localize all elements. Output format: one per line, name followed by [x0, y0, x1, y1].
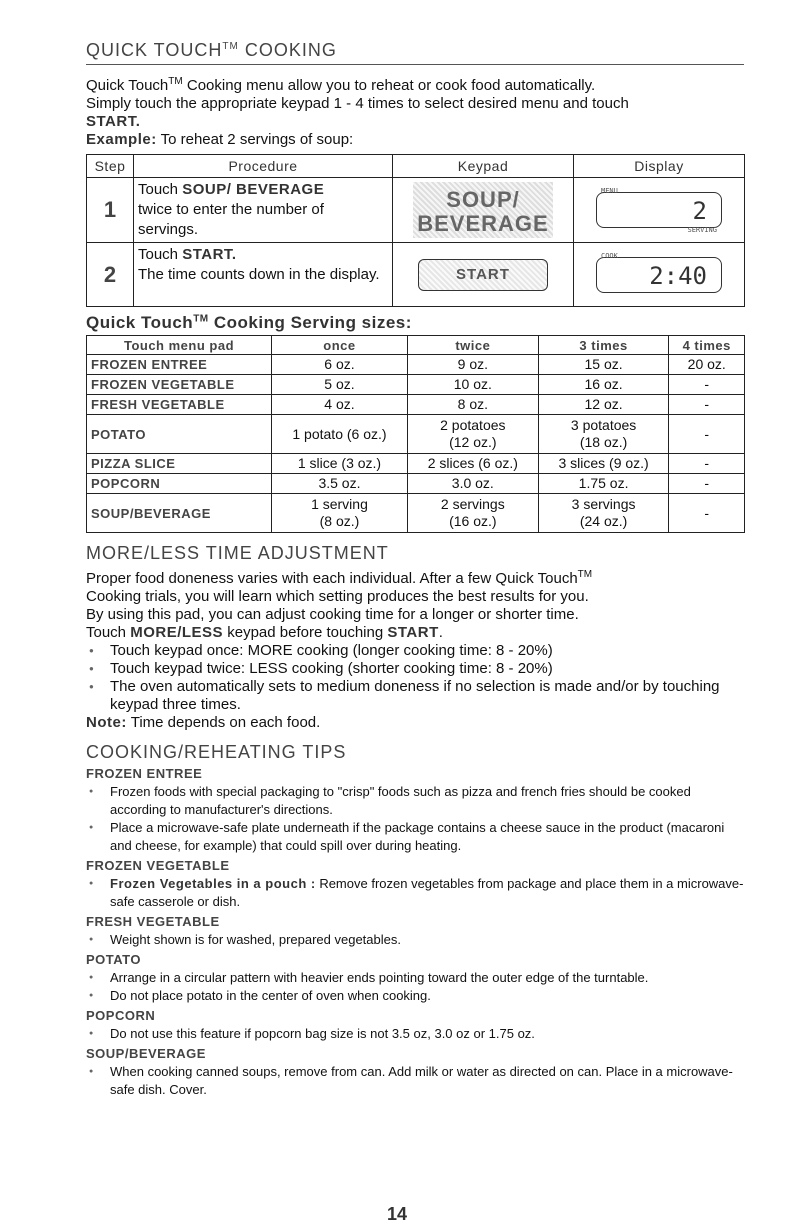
table-cell: POPCORN	[87, 474, 272, 494]
list-item: ● The oven automatically sets to medium doneness if no selection is made and/or by touching keypad three times.	[86, 678, 744, 714]
list-item: ● Frozen Vegetables in a pouch : Remove frozen vegetables from package and place them in a microwave-safe casserole or dish.	[86, 875, 744, 911]
table-cell: SOUP/BEVERAGE	[87, 494, 272, 533]
table-cell: FROZEN VEGETABLE	[87, 375, 272, 395]
steps-header-row	[87, 155, 745, 178]
manual-page	[86, 40, 744, 1099]
table-cell: 1 slice (3 oz.)	[272, 454, 408, 474]
table-cell: -	[669, 415, 745, 454]
more-less-p4: Touch MORE/LESS keypad before touching START.	[86, 624, 443, 641]
page-title: QUICK TOUCH™ COOKING	[86, 40, 744, 65]
more-less-p1: Proper food doneness varies with each individual. After a few Quick Touch™	[86, 569, 593, 587]
table-cell: 3 slices (9 oz.)	[538, 454, 669, 474]
table-cell: -	[669, 395, 745, 415]
step-number: 2	[87, 243, 134, 307]
step-procedure: Touch SOUP/ BEVERAGE twice to enter the number of servings.	[134, 178, 393, 243]
step-row-1	[87, 178, 745, 243]
fresh-vegetable-bullets	[86, 931, 744, 949]
table-cell: 8 oz.	[407, 395, 538, 415]
intro-line-3: START.	[86, 113, 141, 130]
serving-sizes-title: Quick Touch™ Cooking Serving sizes:	[86, 313, 412, 332]
table-cell: 5 oz.	[272, 375, 408, 395]
sizes-header-row	[87, 336, 745, 355]
tips-heading-fresh-vegetable: FRESH VEGETABLE	[86, 914, 220, 929]
tips-heading-frozen-vegetable: FROZEN VEGETABLE	[86, 858, 230, 873]
more-less-bullets	[86, 642, 744, 714]
table-cell: 9 oz.	[407, 355, 538, 375]
intro-line-1: Quick Touch™ Cooking menu allow you to reheat or cook food automatically.	[86, 76, 596, 94]
steps-header-procedure: Procedure	[134, 155, 393, 178]
sizes-header: Touch menu pad	[87, 336, 272, 355]
table-cell: 6 oz.	[272, 355, 408, 375]
table-cell: 2 slices (6 oz.)	[407, 454, 538, 474]
table-cell: 10 oz.	[407, 375, 538, 395]
step-keypad	[393, 243, 574, 307]
tips-heading-soup: SOUP/BEVERAGE	[86, 1046, 206, 1061]
table-cell: -	[669, 454, 745, 474]
table-cell: 3.0 oz.	[407, 474, 538, 494]
table-cell: 20 oz.	[669, 355, 745, 375]
note-line: Note: Time depends on each food.	[86, 714, 321, 731]
step-display	[574, 243, 745, 307]
list-item: ● Do not place potato in the center of oven when cooking.	[86, 987, 744, 1005]
list-item: ● Do not use this feature if popcorn bag size is not 3.5 oz, 3.0 oz or 1.75 oz.	[86, 1025, 744, 1043]
potato-bullets	[86, 969, 744, 1005]
start-key-image: START	[418, 259, 548, 291]
sizes-header: twice	[407, 336, 538, 355]
intro-line-2: Simply touch the appropriate keypad 1 - 4 times to select desired menu and touch	[86, 95, 629, 112]
steps-header-keypad: Keypad	[393, 155, 574, 178]
table-row	[87, 375, 745, 395]
table-row	[87, 415, 745, 454]
table-cell: 16 oz.	[538, 375, 669, 395]
steps-header-display: Display	[574, 155, 745, 178]
more-less-p3: By using this pad, you can adjust cooking time for a longer or shorter time.	[86, 606, 579, 623]
lcd-display: MENU 2 SERVING	[596, 192, 722, 228]
tips-heading-frozen-entree: FROZEN ENTREE	[86, 766, 203, 781]
table-cell: 15 oz.	[538, 355, 669, 375]
step-row-2	[87, 243, 745, 307]
soup-bullets	[86, 1063, 744, 1099]
table-cell: -	[669, 375, 745, 395]
step-procedure: Touch START. The time counts down in the display.	[134, 243, 393, 307]
table-cell: 3.5 oz.	[272, 474, 408, 494]
list-item: ● Touch keypad twice: LESS cooking (shorter cooking time: 8 - 20%)	[86, 660, 744, 678]
table-row	[87, 395, 745, 415]
table-cell: 1.75 oz.	[538, 474, 669, 494]
sizes-header: 4 times	[669, 336, 745, 355]
soup-beverage-key-image: SOUP/ BEVERAGE	[413, 182, 553, 238]
tips-heading-potato: POTATO	[86, 952, 141, 967]
step-number: 1	[87, 178, 134, 243]
table-cell: 12 oz.	[538, 395, 669, 415]
list-item: ● Place a microwave-safe plate underneath if the package contains a cheese sauce in the product (macaroni and cheese, for example) that could spill over during heating.	[86, 819, 744, 855]
tips-title: COOKING/REHEATING TIPS	[86, 742, 347, 762]
step-keypad	[393, 178, 574, 243]
steps-header-step: Step	[87, 155, 134, 178]
more-less-p2: Cooking trials, you will learn which setting produces the best results for you.	[86, 588, 589, 605]
table-cell: 1 potato (6 oz.)	[272, 415, 408, 454]
steps-table	[86, 154, 745, 307]
table-cell: -	[669, 474, 745, 494]
table-cell: 2 servings (16 oz.)	[407, 494, 538, 533]
more-less-title: MORE/LESS TIME ADJUSTMENT	[86, 543, 389, 563]
table-cell: 2 potatoes (12 oz.)	[407, 415, 538, 454]
table-cell: PIZZA SLICE	[87, 454, 272, 474]
table-cell: 3 servings (24 oz.)	[538, 494, 669, 533]
table-cell: FROZEN ENTREE	[87, 355, 272, 375]
table-row	[87, 494, 745, 533]
step-display	[574, 178, 745, 243]
list-item: ● Arrange in a circular pattern with heavier ends pointing toward the outer edge of the turntable.	[86, 969, 744, 987]
table-cell: FRESH VEGETABLE	[87, 395, 272, 415]
table-cell: -	[669, 494, 745, 533]
table-row	[87, 474, 745, 494]
list-item: ● Frozen foods with special packaging to "crisp" foods such as pizza and french fries should be cooked according to manufacturer's directions.	[86, 783, 744, 819]
table-cell: 4 oz.	[272, 395, 408, 415]
sizes-header: 3 times	[538, 336, 669, 355]
table-cell: POTATO	[87, 415, 272, 454]
sizes-header: once	[272, 336, 408, 355]
frozen-vegetable-bullets	[86, 875, 744, 911]
list-item: ● Weight shown is for washed, prepared vegetables.	[86, 931, 744, 949]
intro-section	[86, 73, 744, 149]
lcd-display: COOK 2:40	[596, 257, 722, 293]
serving-sizes-table	[86, 335, 745, 533]
tips-heading-popcorn: POPCORN	[86, 1008, 156, 1023]
list-item: ● When cooking canned soups, remove from can. Add milk or water as directed on can. Place in a microwave-safe dish. Cover.	[86, 1063, 744, 1099]
table-row	[87, 355, 745, 375]
list-item: ● Touch keypad once: MORE cooking (longer cooking time: 8 - 20%)	[86, 642, 744, 660]
frozen-entree-bullets	[86, 783, 744, 855]
popcorn-bullets	[86, 1025, 744, 1043]
table-cell: 1 serving (8 oz.)	[272, 494, 408, 533]
page-number: 14	[386, 1204, 408, 1224]
table-row	[87, 454, 745, 474]
example-line: Example: To reheat 2 servings of soup:	[86, 131, 354, 148]
table-cell: 3 potatoes (18 oz.)	[538, 415, 669, 454]
